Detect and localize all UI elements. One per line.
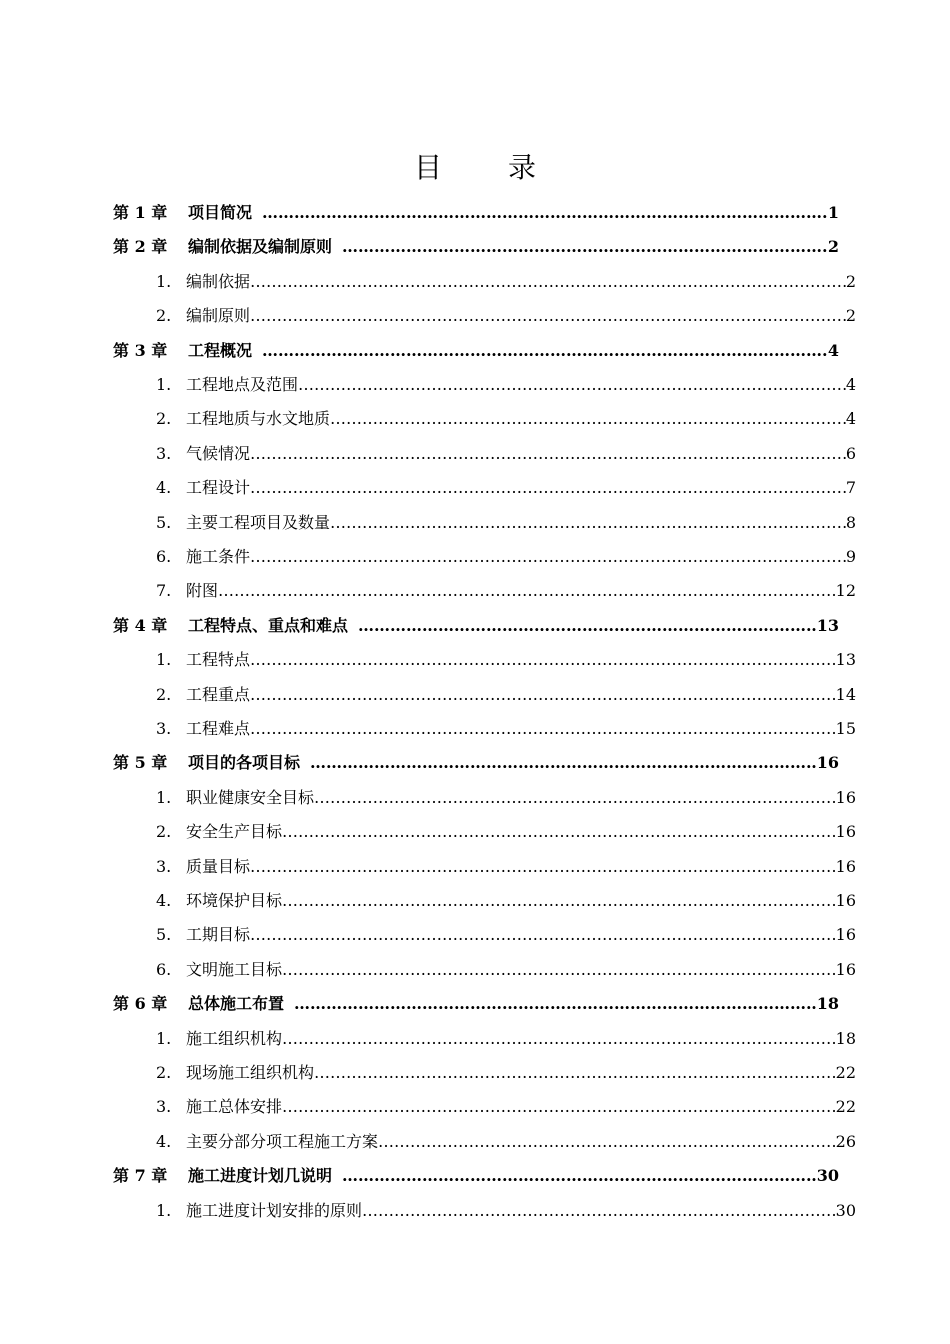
entry-page-number: 18 (835, 1028, 856, 1048)
entry-number: 1. (156, 1028, 172, 1048)
toc-section-entry[interactable] (156, 1092, 856, 1122)
toc-section-entry[interactable] (156, 508, 856, 538)
entry-number: 第 3 章 (113, 340, 168, 360)
toc-section-entry[interactable] (156, 680, 856, 710)
dot-leader (282, 817, 836, 847)
toc-section-entry[interactable] (156, 404, 856, 434)
entry-number: 第 5 章 (113, 753, 168, 773)
dot-leader (250, 852, 836, 882)
toc-chapter-entry[interactable] (113, 198, 839, 228)
entry-label: 文明施工目标 (186, 959, 283, 979)
toc-section-entry[interactable] (156, 1127, 856, 1157)
dot-leader (362, 1196, 836, 1226)
entry-page-number: 16 (816, 753, 839, 773)
entry-page-number: 14 (835, 684, 856, 704)
entry-label: 项目的各项目标 (188, 753, 301, 773)
toc-section-entry[interactable] (156, 576, 856, 606)
dot-leader (330, 404, 846, 434)
dot-leader (250, 542, 846, 572)
dot-leader (250, 920, 836, 950)
entry-page-number: 30 (816, 1166, 839, 1186)
entry-page-number: 2 (827, 237, 839, 257)
entry-page-number: 26 (835, 1131, 856, 1151)
entry-page-number: 4 (845, 375, 856, 394)
toc-title-char-1: 目 (413, 151, 442, 184)
toc-section-entry[interactable] (156, 473, 856, 503)
toc-chapter-entry[interactable] (113, 989, 839, 1019)
entry-number: 7. (156, 581, 172, 601)
entry-number: 第 1 章 (113, 203, 168, 222)
entry-label: 职业健康安全目标 (186, 787, 315, 807)
dot-leader (282, 886, 836, 916)
toc-chapter-entry[interactable] (113, 611, 839, 641)
dot-leader (262, 198, 828, 228)
entry-label: 现场施工组织机构 (186, 1063, 315, 1082)
toc-chapter-entry[interactable] (113, 1161, 839, 1191)
dot-leader (298, 370, 846, 400)
entry-label: 项目简况 (188, 203, 253, 222)
entry-number: 第 2 章 (113, 237, 168, 257)
toc-title (0, 146, 950, 186)
entry-label: 主要分部分项工程施工方案 (186, 1131, 379, 1151)
toc-title-char-2: 录 (508, 151, 537, 184)
toc-section-entry[interactable] (156, 817, 856, 847)
dot-leader (250, 473, 846, 503)
entry-number: 3. (156, 1097, 172, 1117)
toc-section-entry[interactable] (156, 645, 856, 675)
entry-page-number: 1 (827, 203, 839, 222)
dot-leader (314, 1058, 836, 1088)
toc-section-entry[interactable] (156, 370, 856, 400)
entry-page-number: 16 (835, 959, 856, 979)
toc-section-entry[interactable] (156, 301, 856, 331)
entry-number: 2. (156, 306, 172, 326)
toc-section-entry[interactable] (156, 714, 856, 744)
dot-leader (262, 336, 828, 366)
toc-section-entry[interactable] (156, 886, 856, 916)
entry-number: 3. (156, 719, 172, 738)
toc-section-entry[interactable] (156, 439, 856, 469)
entry-label: 附图 (186, 581, 219, 601)
toc-section-entry[interactable] (156, 920, 856, 950)
entry-number: 3. (156, 856, 172, 876)
dot-leader (250, 645, 836, 675)
entry-number: 5. (156, 512, 172, 532)
entry-number: 第 4 章 (113, 615, 168, 635)
entry-label: 工程地质与水文地质 (186, 409, 331, 429)
entry-number: 第 6 章 (113, 994, 168, 1014)
entry-label: 工程地点及范围 (186, 375, 299, 394)
entry-number: 1. (156, 650, 172, 670)
toc-section-entry[interactable] (156, 542, 856, 572)
dot-leader (282, 955, 836, 985)
entry-label: 施工组织机构 (186, 1028, 283, 1048)
entry-page-number: 9 (845, 547, 856, 566)
entry-number: 第 7 章 (113, 1166, 168, 1186)
entry-label: 施工进度计划几说明 (188, 1166, 333, 1186)
entry-page-number: 2 (845, 306, 856, 326)
dot-leader (250, 439, 846, 469)
entry-number: 6. (156, 547, 172, 566)
entry-label: 编制原则 (186, 306, 251, 326)
entry-label: 工程重点 (186, 684, 251, 704)
entry-label: 工期目标 (186, 925, 251, 945)
entry-label: 工程难点 (186, 719, 251, 738)
entry-number: 6. (156, 959, 172, 979)
entry-number: 4. (156, 478, 172, 498)
entry-page-number: 16 (835, 925, 856, 945)
entry-page-number: 16 (835, 856, 856, 876)
entry-page-number: 18 (816, 994, 839, 1014)
toc-chapter-entry[interactable] (113, 748, 839, 778)
entry-label: 质量目标 (186, 856, 251, 876)
entry-number: 4. (156, 1131, 172, 1151)
dot-leader (282, 1092, 836, 1122)
entry-page-number: 22 (835, 1063, 856, 1082)
entry-label: 环境保护目标 (186, 891, 283, 910)
entry-page-number: 16 (835, 822, 856, 842)
entry-page-number: 6 (845, 443, 856, 463)
dot-leader (378, 1127, 836, 1157)
toc-chapter-entry[interactable] (113, 232, 839, 262)
entry-label: 气候情况 (186, 443, 251, 463)
dot-leader (294, 989, 817, 1019)
entry-label: 工程特点 (186, 650, 251, 670)
toc-section-entry[interactable] (156, 1024, 856, 1054)
toc-section-entry[interactable] (156, 783, 856, 813)
entry-page-number: 7 (845, 478, 856, 498)
toc-section-entry[interactable] (156, 852, 856, 882)
dot-leader (310, 748, 817, 778)
entry-number: 1. (156, 375, 172, 394)
dot-leader (218, 576, 836, 606)
toc-section-entry[interactable] (156, 267, 856, 297)
entry-page-number: 2 (845, 271, 856, 291)
entry-number: 2. (156, 822, 172, 842)
entry-label: 主要工程项目及数量 (186, 512, 331, 532)
toc-section-entry[interactable] (156, 955, 856, 985)
entry-label: 工程概况 (188, 340, 253, 360)
entry-label: 编制依据及编制原则 (188, 237, 333, 257)
entry-page-number: 30 (835, 1200, 856, 1220)
entry-page-number: 4 (827, 340, 839, 360)
entry-page-number: 4 (845, 409, 856, 429)
entry-page-number: 13 (835, 650, 856, 670)
entry-number: 1. (156, 271, 172, 291)
entry-label: 施工进度计划安排的原则 (186, 1200, 363, 1220)
dot-leader (358, 611, 817, 641)
entry-page-number: 16 (835, 891, 856, 910)
entry-page-number: 22 (835, 1097, 856, 1117)
entry-number: 2. (156, 1063, 172, 1082)
toc-chapter-entry[interactable] (113, 336, 839, 366)
entry-page-number: 15 (835, 719, 856, 738)
entry-label: 总体施工布置 (188, 994, 285, 1014)
entry-label: 编制依据 (186, 271, 251, 291)
dot-leader (314, 783, 836, 813)
entry-number: 4. (156, 891, 172, 910)
dot-leader (282, 1024, 836, 1054)
entry-number: 1. (156, 1200, 172, 1220)
entry-number: 5. (156, 925, 172, 945)
dot-leader (250, 301, 846, 331)
entry-number: 1. (156, 787, 172, 807)
entry-page-number: 8 (845, 512, 856, 532)
toc-section-entry[interactable] (156, 1196, 856, 1226)
entry-label: 施工总体安排 (186, 1097, 283, 1117)
entry-page-number: 13 (816, 615, 839, 635)
dot-leader (250, 680, 836, 710)
toc-section-entry[interactable] (156, 1058, 856, 1088)
entry-label: 工程特点、重点和难点 (188, 615, 349, 635)
dot-leader (250, 714, 836, 744)
entry-number: 3. (156, 443, 172, 463)
entry-number: 2. (156, 409, 172, 429)
dot-leader (342, 232, 828, 262)
entry-page-number: 16 (835, 787, 856, 807)
dot-leader (330, 508, 846, 538)
entry-number: 2. (156, 684, 172, 704)
entry-page-number: 12 (835, 581, 856, 601)
entry-label: 安全生产目标 (186, 822, 283, 842)
dot-leader (250, 267, 846, 297)
entry-label: 施工条件 (186, 547, 251, 566)
dot-leader (342, 1161, 817, 1191)
entry-label: 工程设计 (186, 478, 251, 498)
